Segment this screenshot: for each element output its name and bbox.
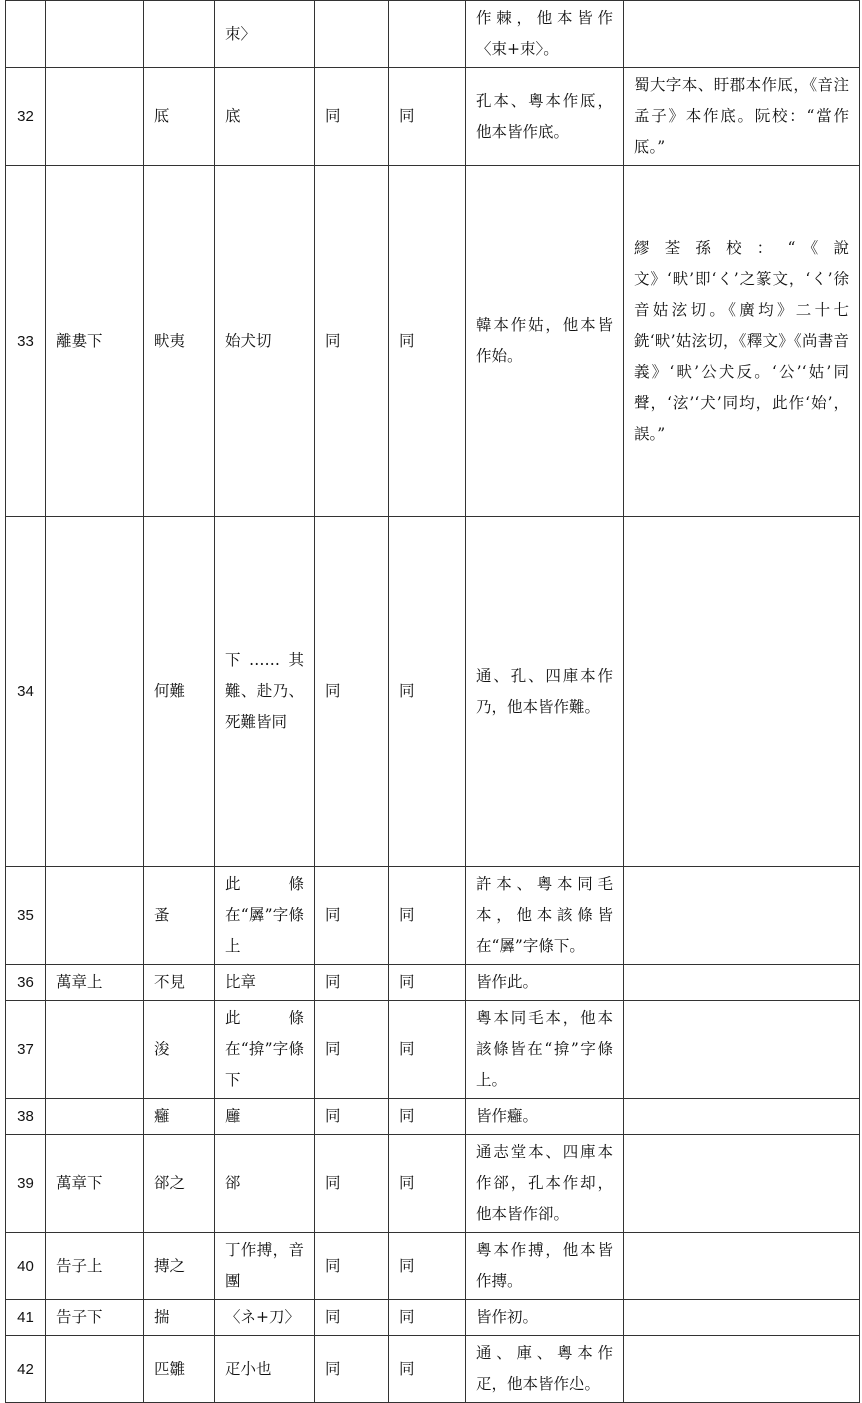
entry-cell: 匹雛 bbox=[144, 1336, 215, 1403]
row-number: 41 bbox=[6, 1300, 46, 1336]
edition-cell bbox=[389, 1, 466, 68]
text-cell: 丁作搏，音團 bbox=[215, 1233, 315, 1300]
entry-cell bbox=[144, 1, 215, 68]
edition-cell: 同 bbox=[315, 1001, 389, 1099]
chapter-cell bbox=[46, 517, 144, 867]
chapter-cell bbox=[46, 1336, 144, 1403]
table-row bbox=[6, 867, 860, 965]
edition-cell: 同 bbox=[315, 1336, 389, 1403]
row-number: 35 bbox=[6, 867, 46, 965]
note-cell bbox=[624, 1336, 860, 1403]
variants-cell: 韓本作姑，他本皆作始。 bbox=[466, 166, 624, 517]
entry-cell: 何難 bbox=[144, 517, 215, 867]
chapter-cell: 離婁下 bbox=[46, 166, 144, 517]
entry-cell: 癰 bbox=[144, 1099, 215, 1135]
entry-cell: 郤之 bbox=[144, 1135, 215, 1233]
note-cell bbox=[624, 867, 860, 965]
note-cell bbox=[624, 1233, 860, 1300]
row-number: 40 bbox=[6, 1233, 46, 1300]
chapter-cell bbox=[46, 1099, 144, 1135]
note-cell bbox=[624, 1, 860, 68]
edition-cell: 同 bbox=[315, 166, 389, 517]
table-row bbox=[6, 517, 860, 867]
variants-cell: 通、孔、四庫本作乃，他本皆作難。 bbox=[466, 517, 624, 867]
row-number: 36 bbox=[6, 965, 46, 1001]
entry-cell: 不見 bbox=[144, 965, 215, 1001]
variants-cell: 皆作此。 bbox=[466, 965, 624, 1001]
edition-cell: 同 bbox=[389, 517, 466, 867]
edition-cell: 同 bbox=[389, 1300, 466, 1336]
edition-cell: 同 bbox=[389, 1135, 466, 1233]
chapter-cell: 萬章上 bbox=[46, 965, 144, 1001]
edition-cell: 同 bbox=[389, 166, 466, 517]
edition-cell: 同 bbox=[315, 1300, 389, 1336]
entry-cell: 浚 bbox=[144, 1001, 215, 1099]
text-cell: 〈ネ+刀〉 bbox=[215, 1300, 315, 1336]
edition-cell: 同 bbox=[315, 965, 389, 1001]
entry-cell: 畎夷 bbox=[144, 166, 215, 517]
text-cell: 底 bbox=[215, 68, 315, 166]
edition-cell: 同 bbox=[389, 965, 466, 1001]
note-cell bbox=[624, 1300, 860, 1336]
variants-cell: 皆作癰。 bbox=[466, 1099, 624, 1135]
edition-cell: 同 bbox=[389, 1001, 466, 1099]
table-row bbox=[6, 965, 860, 1001]
edition-cell: 同 bbox=[389, 867, 466, 965]
edition-cell: 同 bbox=[389, 1233, 466, 1300]
edition-cell: 同 bbox=[389, 68, 466, 166]
text-cell: 疋小也 bbox=[215, 1336, 315, 1403]
edition-cell: 同 bbox=[389, 1099, 466, 1135]
table-row bbox=[6, 1099, 860, 1135]
variants-cell: 皆作初。 bbox=[466, 1300, 624, 1336]
note-cell bbox=[624, 1001, 860, 1099]
chapter-cell bbox=[46, 1, 144, 68]
table-row bbox=[6, 1336, 860, 1403]
row-number: 37 bbox=[6, 1001, 46, 1099]
edition-cell: 同 bbox=[315, 1135, 389, 1233]
edition-cell bbox=[315, 1, 389, 68]
row-number bbox=[6, 1, 46, 68]
text-cell: 此條在“揜”字條下 bbox=[215, 1001, 315, 1099]
table-row bbox=[6, 1233, 860, 1300]
note-cell: 蜀大字本、盱郡本作厎，《音注孟子》本作底。阮校：“當作厎。” bbox=[624, 68, 860, 166]
edition-cell: 同 bbox=[315, 517, 389, 867]
chapter-cell bbox=[46, 867, 144, 965]
chapter-cell bbox=[46, 1001, 144, 1099]
entry-cell: 厎 bbox=[144, 68, 215, 166]
variants-cell: 粵本同毛本，他本該條皆在“揜”字條上。 bbox=[466, 1001, 624, 1099]
text-cell: 朿〉 bbox=[215, 1, 315, 68]
text-cell: 郤 bbox=[215, 1135, 315, 1233]
chapter-cell: 萬章下 bbox=[46, 1135, 144, 1233]
chapter-cell: 告子上 bbox=[46, 1233, 144, 1300]
edition-cell: 同 bbox=[315, 1099, 389, 1135]
table-row bbox=[6, 68, 860, 166]
entry-cell: 揣 bbox=[144, 1300, 215, 1336]
edition-cell: 同 bbox=[315, 68, 389, 166]
note-cell: 繆荃孫校：“《說文》‘畎’即‘く’之篆文，‘く’徐音姑泫切。《廣均》二十七銑‘畎’姑泫切，《釋文》《尚書音義》‘畎’公犬反。‘公’‘姑’同聲，‘泫’‘犬’同均，此作‘始’，誤。” bbox=[624, 166, 860, 517]
text-cell: 始犬切 bbox=[215, 166, 315, 517]
variants-cell: 孔本、粵本作厎，他本皆作底。 bbox=[466, 68, 624, 166]
table-row bbox=[6, 1135, 860, 1233]
row-number: 33 bbox=[6, 166, 46, 517]
edition-cell: 同 bbox=[315, 1233, 389, 1300]
text-cell: 比章 bbox=[215, 965, 315, 1001]
table-row bbox=[6, 1300, 860, 1336]
text-cell: 此條在“羼”字條上 bbox=[215, 867, 315, 965]
note-cell bbox=[624, 517, 860, 867]
entry-cell: 摶之 bbox=[144, 1233, 215, 1300]
table-row bbox=[6, 1001, 860, 1099]
edition-cell: 同 bbox=[389, 1336, 466, 1403]
variants-cell: 許本、粵本同毛本，他本該條皆在“羼”字條下。 bbox=[466, 867, 624, 965]
row-number: 32 bbox=[6, 68, 46, 166]
entry-cell: 蚤 bbox=[144, 867, 215, 965]
note-cell bbox=[624, 1099, 860, 1135]
row-number: 38 bbox=[6, 1099, 46, 1135]
table-row bbox=[6, 166, 860, 517]
note-cell bbox=[624, 965, 860, 1001]
variants-cell: 通志堂本、四庫本作郤，孔本作却，他本皆作卻。 bbox=[466, 1135, 624, 1233]
chapter-cell bbox=[46, 68, 144, 166]
chapter-cell: 告子下 bbox=[46, 1300, 144, 1336]
row-number: 42 bbox=[6, 1336, 46, 1403]
row-number: 34 bbox=[6, 517, 46, 867]
text-cell: 下……其難、赴乃、死難皆同 bbox=[215, 517, 315, 867]
note-cell bbox=[624, 1135, 860, 1233]
collation-table bbox=[5, 0, 860, 1403]
variants-cell: 通、庫、粵本作疋，他本皆作尐。 bbox=[466, 1336, 624, 1403]
text-cell: 廱 bbox=[215, 1099, 315, 1135]
variants-cell: 作棘，他本皆作〈束+朿〉。 bbox=[466, 1, 624, 68]
edition-cell: 同 bbox=[315, 867, 389, 965]
row-number: 39 bbox=[6, 1135, 46, 1233]
variants-cell: 粵本作搏，他本皆作摶。 bbox=[466, 1233, 624, 1300]
table-row bbox=[6, 1, 860, 68]
